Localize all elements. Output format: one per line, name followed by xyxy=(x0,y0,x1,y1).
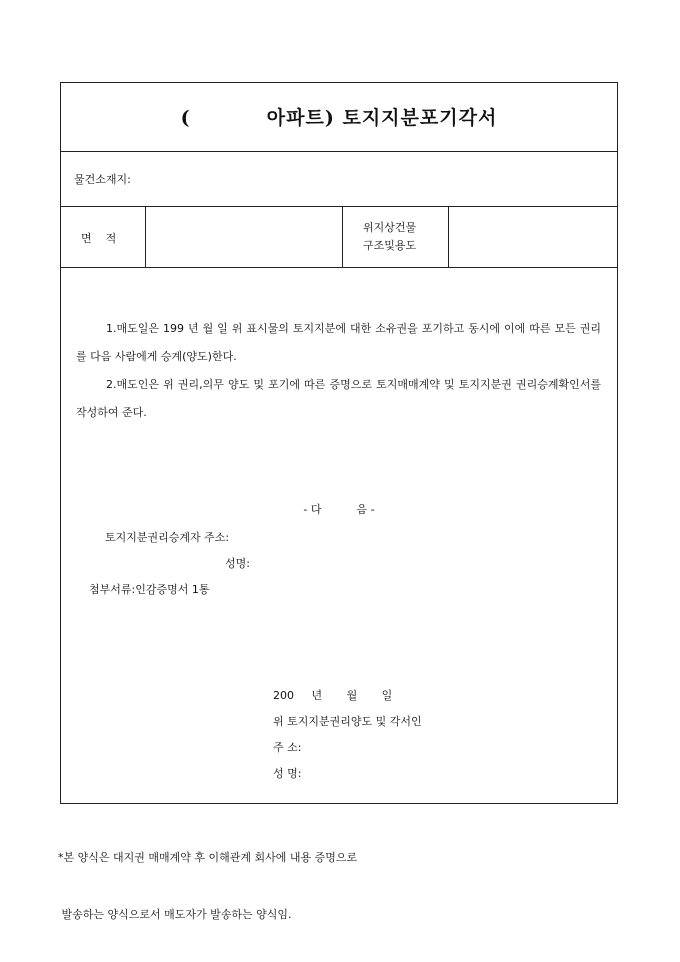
title-row xyxy=(61,83,617,152)
signature-address-label: 주 소: xyxy=(273,741,302,754)
location-label: 물건소재지: xyxy=(74,173,131,186)
successor-address-label: 토지지분권리승계자 주소: xyxy=(105,531,230,544)
successor-name-label: 성명: xyxy=(225,557,250,570)
signature-transferor: 위 토지지분권리양도 및 각서인 xyxy=(273,715,422,728)
attachment-label: 첨부서류:인감증명서 1통 xyxy=(89,583,210,596)
structure-label-line2: 구조및용도 xyxy=(363,239,417,252)
location-row xyxy=(61,152,617,207)
clause-2: 2.매도인은 위 권리,의무 양도 및 포기에 따른 증명으로 토지매매계약 및 토지지분권 권리승계확인서를 작성하여 준다. xyxy=(76,378,601,419)
structure-label-cell xyxy=(343,207,449,267)
footnote xyxy=(58,810,357,943)
footnote-line-1: *본 양식은 대지권 매매계약 후 이해관계 회사에 내용 증명으로 xyxy=(58,851,358,864)
area-value-cell xyxy=(146,207,343,267)
notice-heading: - 다 음 - xyxy=(303,503,375,516)
form-frame xyxy=(60,82,618,804)
area-structure-row xyxy=(61,207,617,268)
area-label: 면 적 xyxy=(81,232,117,245)
structure-label-line1: 위지상건물 xyxy=(363,221,417,234)
body-text xyxy=(76,315,601,427)
footnote-line-2: 발송하는 양식으로서 매도자가 발송하는 양식임. xyxy=(58,908,292,921)
structure-label xyxy=(363,219,416,255)
clause-1: 1.매도일은 199 년 월 일 위 표시물의 토지지분에 대한 소유권을 포기하고 동시에 이에 따른 모든 권리를 다음 사람에게 승계(양도)한다. xyxy=(76,322,601,363)
form-title: ( 아파트) 토지지분포기각서 xyxy=(180,107,498,129)
signature-name-label: 성 명: xyxy=(273,767,302,780)
signature-date: 200 년 월 일 xyxy=(273,689,393,702)
area-label-cell xyxy=(61,207,146,267)
structure-value-cell xyxy=(449,207,617,267)
